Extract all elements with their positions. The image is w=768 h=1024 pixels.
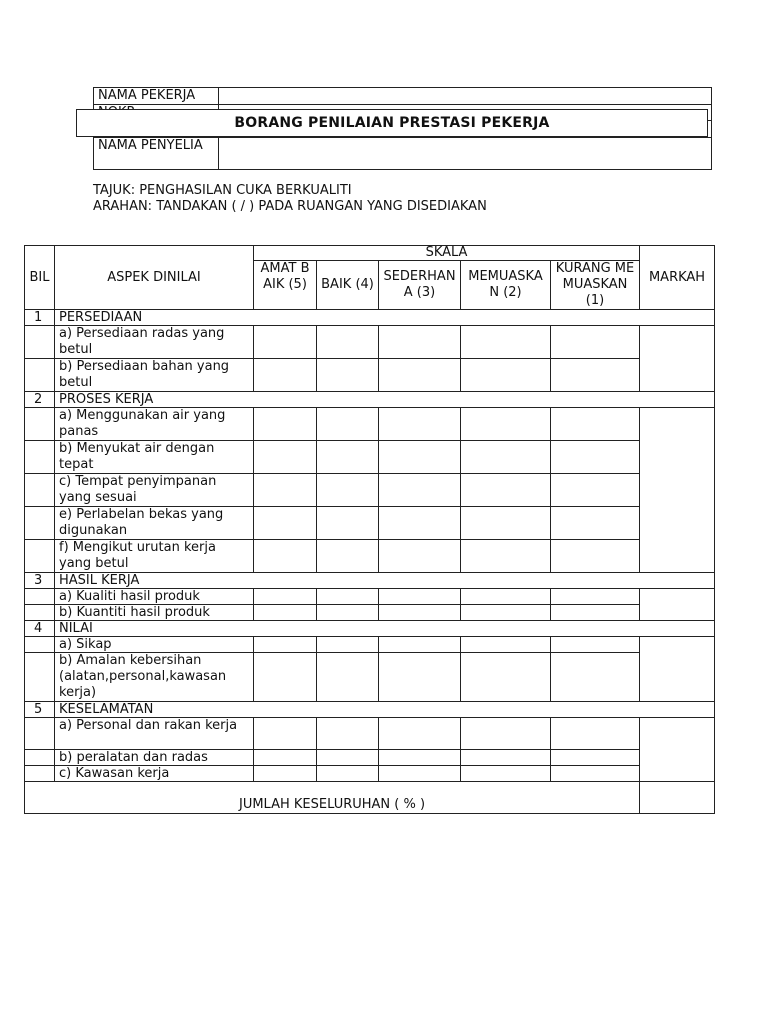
markah-cell[interactable] [640,718,715,782]
aspek-item: b) Menyukat air dengan tepat [55,441,254,474]
scale-5-checkbox[interactable] [254,718,317,750]
scale-5-checkbox[interactable] [254,326,317,359]
scale-4-checkbox[interactable] [317,766,379,782]
scale-1-checkbox[interactable] [551,766,640,782]
scale-5-checkbox[interactable] [254,507,317,540]
nama-penyelia-field[interactable] [219,138,712,170]
header-scale-5: AMAT BAIK (5) [254,261,317,310]
section-title: KESELAMATAN [55,702,715,718]
aspek-item: b) Persediaan bahan yang betul [55,359,254,392]
aspek-item: a) Personal dan rakan kerja [55,718,254,750]
scale-5-checkbox[interactable] [254,474,317,507]
scale-4-checkbox[interactable] [317,408,379,441]
markah-cell[interactable] [640,408,715,573]
aspek-item: a) Kualiti hasil produk [55,589,254,605]
scale-5-checkbox[interactable] [254,359,317,392]
scale-4-checkbox[interactable] [317,441,379,474]
section-row [25,310,715,326]
scale-2-checkbox[interactable] [461,750,551,766]
nama-penyelia-label: NAMA PENYELIA [94,138,219,170]
section-number: 4 [25,621,55,637]
nama-pekerja-field[interactable] [219,88,712,105]
header-markah: MARKAH [640,246,715,310]
scale-5-checkbox[interactable] [254,637,317,653]
scale-2-checkbox[interactable] [461,540,551,573]
section-title: NILAI [55,621,715,637]
scale-1-checkbox[interactable] [551,605,640,621]
aspek-item: e) Perlabelan bekas yang digunakan [55,507,254,540]
scale-5-checkbox[interactable] [254,540,317,573]
scale-3-checkbox[interactable] [379,718,461,750]
markah-cell[interactable] [640,326,715,392]
header-aspek: ASPEK DINILAI [55,246,254,310]
section-title: PROSES KERJA [55,392,715,408]
table-row [25,653,715,702]
header-scale-3: SEDERHANA (3) [379,261,461,310]
scale-3-checkbox[interactable] [379,474,461,507]
scale-4-checkbox[interactable] [317,540,379,573]
scale-4-checkbox[interactable] [317,637,379,653]
tajuk-text: TAJUK: PENGHASILAN CUKA BERKUALITI [93,183,352,198]
form-title: BORANG PENILAIAN PRESTASI PEKERJA [76,109,708,137]
scale-3-checkbox[interactable] [379,507,461,540]
scale-2-checkbox[interactable] [461,326,551,359]
scale-1-checkbox[interactable] [551,474,640,507]
scale-2-checkbox[interactable] [461,589,551,605]
scale-1-checkbox[interactable] [551,540,640,573]
section-number: 2 [25,392,55,408]
scale-4-checkbox[interactable] [317,589,379,605]
scale-1-checkbox[interactable] [551,750,640,766]
aspek-item: b) peralatan dan radas [55,750,254,766]
scale-5-checkbox[interactable] [254,408,317,441]
section-number: 1 [25,310,55,326]
scale-4-checkbox[interactable] [317,605,379,621]
scale-2-checkbox[interactable] [461,507,551,540]
bil-cell [25,408,55,441]
bil-cell [25,507,55,540]
scale-1-checkbox[interactable] [551,507,640,540]
scale-3-checkbox[interactable] [379,637,461,653]
section-number: 5 [25,702,55,718]
scale-1-checkbox[interactable] [551,326,640,359]
scale-2-checkbox[interactable] [461,359,551,392]
section-number: 3 [25,573,55,589]
table-row [25,441,715,474]
table-row [25,359,715,392]
scale-4-checkbox[interactable] [317,718,379,750]
table-row [25,507,715,540]
scale-2-checkbox[interactable] [461,441,551,474]
scale-1-checkbox[interactable] [551,653,640,702]
bil-cell [25,718,55,750]
scale-5-checkbox[interactable] [254,605,317,621]
aspek-item: a) Menggunakan air yang panas [55,408,254,441]
scale-4-checkbox[interactable] [317,326,379,359]
scale-3-checkbox[interactable] [379,605,461,621]
scale-3-checkbox[interactable] [379,326,461,359]
scale-4-checkbox[interactable] [317,507,379,540]
scale-2-checkbox[interactable] [461,766,551,782]
bil-cell [25,653,55,702]
scale-4-checkbox[interactable] [317,653,379,702]
markah-cell[interactable] [640,589,715,621]
section-title: PERSEDIAAN [55,310,715,326]
section-row [25,392,715,408]
aspek-item: c) Tempat penyimpanan yang sesuai [55,474,254,507]
scale-3-checkbox[interactable] [379,408,461,441]
table-row [25,474,715,507]
bil-cell [25,540,55,573]
table-row [25,326,715,359]
scale-1-checkbox[interactable] [551,408,640,441]
scale-2-checkbox[interactable] [461,653,551,702]
aspek-item: a) Sikap [55,637,254,653]
scale-5-checkbox[interactable] [254,750,317,766]
scale-5-checkbox[interactable] [254,589,317,605]
scale-3-checkbox[interactable] [379,441,461,474]
section-row [25,621,715,637]
scale-1-checkbox[interactable] [551,637,640,653]
header-scale-4: BAIK (4) [317,261,379,310]
arahan-text: ARAHAN: TANDAKAN ( / ) PADA RUANGAN YANG DISEDIAKAN [93,199,487,214]
aspek-item: b) Kuantiti hasil produk [55,605,254,621]
scale-5-checkbox[interactable] [254,653,317,702]
aspek-item: c) Kawasan kerja [55,766,254,782]
scale-1-checkbox[interactable] [551,359,640,392]
instructions [93,183,487,215]
total-label: JUMLAH KESELURUHAN ( % ) [25,782,640,814]
title-divider [707,120,712,121]
aspek-item: b) Amalan kebersihan (alatan,personal,kawasan kerja) [55,653,254,702]
table-row [25,718,715,750]
scale-2-checkbox[interactable] [461,605,551,621]
bil-cell [25,605,55,621]
scale-3-checkbox[interactable] [379,653,461,702]
total-markah-cell[interactable] [640,782,715,814]
scale-2-checkbox[interactable] [461,637,551,653]
table-row [25,637,715,653]
total-row [25,782,715,814]
nama-pekerja-label: NAMA PEKERJA [94,88,219,105]
scale-3-checkbox[interactable] [379,750,461,766]
bil-cell [25,589,55,605]
table-row [25,408,715,441]
scale-1-checkbox[interactable] [551,441,640,474]
scale-4-checkbox[interactable] [317,474,379,507]
scale-3-checkbox[interactable] [379,589,461,605]
aspek-item: f) Mengikut urutan kerja yang betul [55,540,254,573]
header-skala: SKALA [254,246,640,261]
scale-1-checkbox[interactable] [551,718,640,750]
aspek-item: a) Persediaan radas yang betul [55,326,254,359]
scale-5-checkbox[interactable] [254,441,317,474]
markah-cell[interactable] [640,637,715,702]
section-title: HASIL KERJA [55,573,715,589]
bil-cell [25,441,55,474]
bil-cell [25,326,55,359]
bil-cell [25,637,55,653]
scale-2-checkbox[interactable] [461,474,551,507]
assessment-table [24,245,715,814]
header-bil: BIL [25,246,55,310]
bil-cell [25,359,55,392]
table-row [25,589,715,605]
bil-cell [25,474,55,507]
scale-2-checkbox[interactable] [461,718,551,750]
bil-cell [25,766,55,782]
section-row [25,702,715,718]
section-row [25,573,715,589]
scale-3-checkbox[interactable] [379,540,461,573]
scale-3-checkbox[interactable] [379,766,461,782]
scale-2-checkbox[interactable] [461,408,551,441]
header-scale-2: MEMUASKAN (2) [461,261,551,310]
header-scale-1: KURANG MEMUASKAN (1) [551,261,640,310]
scale-1-checkbox[interactable] [551,589,640,605]
scale-4-checkbox[interactable] [317,359,379,392]
table-row [25,605,715,621]
scale-4-checkbox[interactable] [317,750,379,766]
bil-cell [25,750,55,766]
table-row [25,540,715,573]
table-row [25,766,715,782]
scale-5-checkbox[interactable] [254,766,317,782]
table-row [25,750,715,766]
scale-3-checkbox[interactable] [379,359,461,392]
